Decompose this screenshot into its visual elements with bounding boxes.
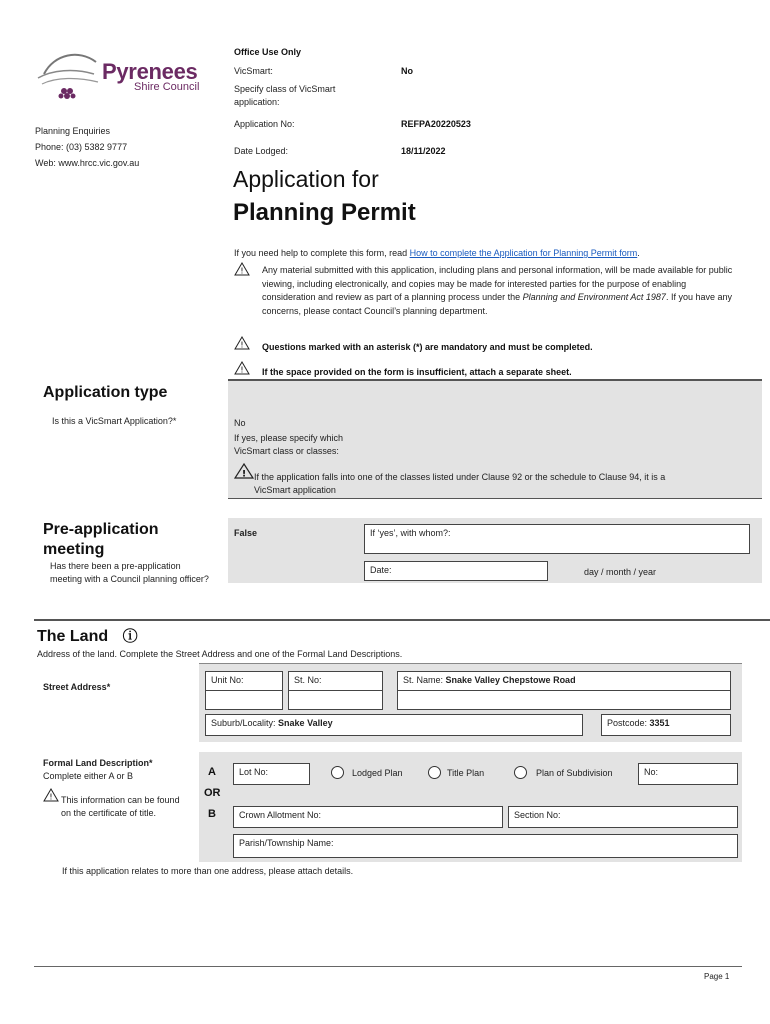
plan-of-subdivision-radio[interactable] (514, 766, 527, 779)
warning-icon (234, 262, 250, 276)
suburb-value: Snake Valley (278, 718, 333, 728)
suburb-label: Suburb/Locality: (211, 718, 279, 728)
warning-icon (234, 336, 250, 350)
option-a-letter: A (208, 766, 216, 778)
vicsmart-answer: No (234, 418, 246, 428)
parish-township-field[interactable] (233, 834, 738, 858)
contact-web: Web: www.hrcc.vic.gov.au (35, 158, 140, 168)
unit-no-line2[interactable] (205, 690, 283, 710)
vicsmart-class-label: Specify class of VicSmart application: (234, 84, 336, 107)
street-address-label: Street Address* (43, 682, 111, 692)
material-notice-act: Planning and Environment Act 1987 (522, 292, 666, 302)
date-lodged-label: Date Lodged: (234, 146, 289, 156)
contact-block (35, 123, 139, 171)
plan-no-field[interactable] (638, 763, 738, 785)
street-no-line2[interactable] (288, 690, 383, 710)
footer-rule (34, 966, 742, 967)
vicsmart-label: VicSmart: (234, 66, 273, 76)
warning-icon (43, 788, 59, 802)
pre-application-answer: False (234, 528, 258, 538)
logo-subtitle: Shire Council (134, 81, 200, 93)
application-no-label: Application No: (234, 119, 295, 129)
pre-application-heading: Pre-application meeting (43, 521, 159, 558)
help-link[interactable]: How to complete the Application for Planning Permit form (409, 248, 638, 258)
lot-no-field[interactable] (233, 763, 310, 785)
warning-icon (234, 463, 254, 479)
street-name-field[interactable] (397, 671, 731, 691)
svg-text:!: ! (241, 469, 247, 479)
formal-land-sub: Complete either A or B (43, 771, 134, 781)
postcode-field[interactable] (601, 714, 731, 736)
more-address-note: If this application relates to more than one address, please attach details. (62, 866, 354, 876)
application-type-heading: Application type (43, 384, 168, 401)
help-suffix: . (637, 248, 640, 258)
plan-of-subdivision-label: Plan of Subdivision (536, 768, 613, 778)
land-heading (37, 625, 138, 646)
unit-no-field[interactable] (205, 671, 283, 691)
warning-icon (234, 361, 250, 375)
lodged-plan-label: Lodged Plan (352, 768, 403, 778)
office-use-heading: Office Use Only (234, 47, 302, 57)
unit-no-label: Unit No: (211, 675, 244, 685)
council-logo (34, 44, 204, 104)
crown-allotment-label: Crown Allotment No: (239, 810, 322, 820)
svg-text:!: ! (49, 792, 53, 802)
street-no-field[interactable] (288, 671, 383, 691)
land-heading-text: The Land (37, 628, 109, 645)
vicsmart-value: No (401, 66, 413, 76)
section-rule (228, 498, 762, 499)
material-notice-pre: Any material submitted with this application, including plans and personal information, will be made available for public viewing, including electronically, and copies may be made for interested parties for the purpose of enabling consideration and review as part of a planning process under the (262, 265, 733, 302)
vicsmart-note: If the application falls into one of the classes listed under Clause 92 or the schedule to Clause 94, it is a VicSmart application (254, 472, 666, 495)
option-or-letter: OR (204, 787, 221, 799)
svg-text:!: ! (240, 365, 244, 375)
postcode-value: 3351 (649, 718, 670, 728)
section-no-label: Section No: (514, 810, 561, 820)
street-no-label: St. No: (294, 675, 322, 685)
meeting-date-hint: day / month / year (584, 567, 657, 577)
vicsmart-specify: If yes, please specify which VicSmart class or classes: (234, 433, 344, 456)
with-whom-field[interactable] (364, 524, 750, 554)
street-name-value: Snake Valley Chepstowe Road (445, 675, 576, 685)
suburb-field[interactable] (205, 714, 583, 736)
formal-land-label: Formal Land Description* (43, 758, 153, 768)
land-description: Address of the land. Complete the Street Address and one of the Formal Land Descriptions. (37, 649, 403, 659)
vicsmart-question: Is this a VicSmart Application?* (52, 416, 177, 426)
logo-emblem-icon (34, 44, 104, 102)
plan-no-label: No: (644, 767, 659, 777)
meeting-date-label: Date: (370, 565, 392, 575)
svg-text:!: ! (240, 340, 244, 350)
lodged-plan-radio[interactable] (331, 766, 344, 779)
help-prefix: If you need help to complete this form, read (234, 248, 410, 258)
title-plan-label: Title Plan (447, 768, 485, 778)
parish-township-label: Parish/Township Name: (239, 838, 334, 848)
contact-phone: Phone: (03) 5382 9777 (35, 142, 128, 152)
lot-no-label: Lot No: (239, 767, 269, 777)
date-lodged-value: 18/11/2022 (401, 146, 446, 156)
section-no-field[interactable] (508, 806, 738, 828)
formal-land-note: This information can be found on the certificate of title. (61, 795, 180, 818)
postcode-label: Postcode: (607, 718, 650, 728)
land-rule (34, 619, 770, 621)
with-whom-label: If ‘yes’, with whom?: (370, 528, 451, 538)
title-plan-radio[interactable] (428, 766, 441, 779)
pre-application-question: Has there been a pre-application meeting with a Council planning officer? (50, 561, 209, 584)
page-title-line1: Application for (233, 166, 379, 192)
svg-text:!: ! (240, 266, 244, 276)
space-notice: If the space provided on the form is insufficient, attach a separate sheet. (262, 367, 572, 377)
application-no-value: REFPA20220523 (401, 119, 471, 129)
material-notice-post: . If you have any concerns, please contact Council’s planning department. (262, 292, 732, 316)
street-name-label: St. Name: (403, 675, 446, 685)
meeting-date-field[interactable] (364, 561, 548, 581)
logo-name: Pyrenees (102, 59, 198, 84)
option-b-letter: B (208, 808, 216, 820)
crown-allotment-field[interactable] (233, 806, 503, 828)
contact-enquiries: Planning Enquiries (35, 126, 111, 136)
help-line (234, 247, 754, 261)
street-name-line2[interactable] (397, 690, 731, 710)
page-number: Page 1 (704, 972, 730, 981)
material-notice (262, 264, 742, 318)
mandatory-notice: Questions marked with an asterisk (*) are mandatory and must be completed. (262, 342, 593, 352)
page-title-line2: Planning Permit (233, 199, 416, 226)
info-icon: ⓘ (122, 628, 138, 645)
